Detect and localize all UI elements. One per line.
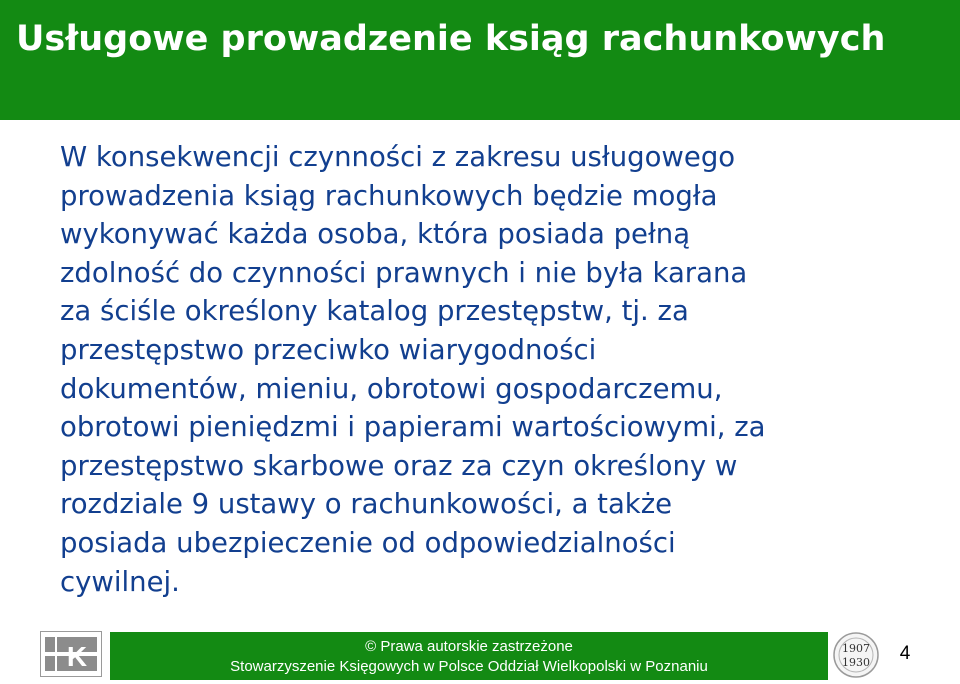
body-line: prowadzenia ksiąg rachunkowych będzie mogła xyxy=(60,179,718,212)
association-name: Stowarzyszenie Księgowych w Polsce Oddział Wielkopolski w Poznaniu xyxy=(230,658,708,675)
logo-letter: K xyxy=(66,641,88,672)
body-line: za ściśle określony katalog przestępstw, tj. za xyxy=(60,295,689,328)
body-line: W konsekwencji czynności z zakresu usługowego xyxy=(60,141,736,173)
body-line: obrotowi pieniędzmi i papierami wartościowymi, za xyxy=(60,411,766,444)
page-number: 4 xyxy=(899,643,911,664)
slide-title: Usługowe prowadzenie ksiąg rachunkowych xyxy=(16,19,886,59)
body-line: dokumentów, mieniu, obrotowi gospodarczemu, xyxy=(60,372,723,405)
seal-year-start: 1907 xyxy=(842,642,870,655)
association-logo xyxy=(40,631,102,677)
copyright-notice: © Prawa autorskie zastrzeżone xyxy=(365,638,573,655)
footer-bar xyxy=(110,632,828,680)
seal-icon xyxy=(832,630,880,680)
body-line: posiada ubezpieczenie od odpowiedzialności xyxy=(60,526,676,559)
body-line: zdolność do czynności prawnych i nie była karana xyxy=(60,256,748,289)
body-line: wykonywać każda osoba, która posiada pełną xyxy=(60,218,691,251)
slide-body xyxy=(60,138,940,601)
seal-year-end: 1930 xyxy=(842,656,870,669)
body-line: przestępstwo skarbowe oraz za czyn określony w xyxy=(60,449,738,482)
body-line: cywilnej. xyxy=(60,565,180,598)
body-line: przestępstwo przeciwko wiarygodności xyxy=(60,333,597,366)
association-logo-icon xyxy=(41,632,101,676)
title-bar xyxy=(0,0,960,120)
body-line: rozdziale 9 ustawy o rachunkowości, a także xyxy=(60,488,673,521)
anniversary-seal xyxy=(832,630,880,680)
